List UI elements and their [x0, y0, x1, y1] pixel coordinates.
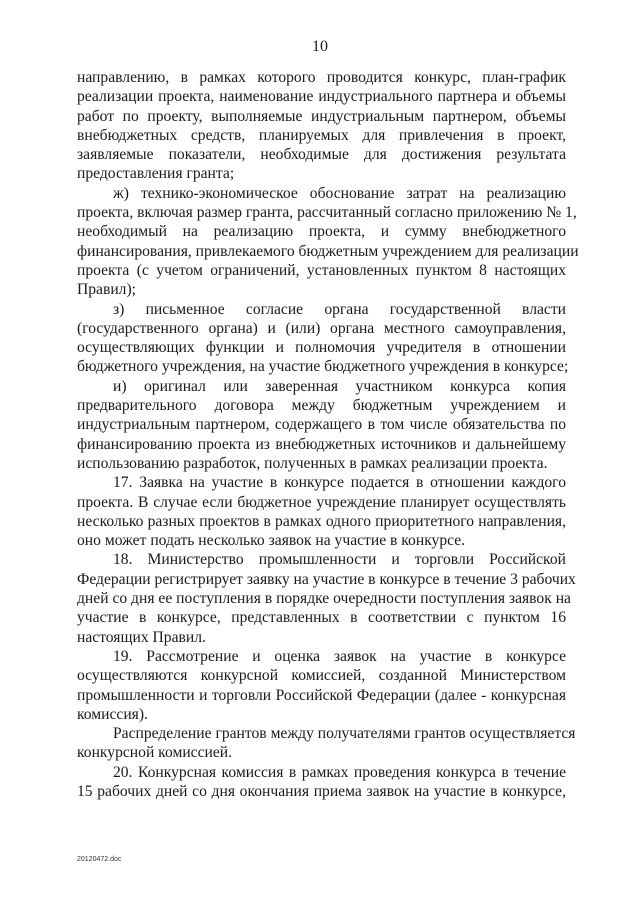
footer-file-name: 20120472.doc	[77, 856, 122, 863]
text-line: заявляемые показатели, необходимые для достижения результата	[77, 146, 566, 164]
text-line: предоставления гранта;	[77, 165, 235, 183]
paragraph-clause-17	[77, 473, 566, 550]
paragraph-item-z	[77, 300, 569, 377]
paragraph-grant-distribution	[77, 724, 576, 763]
text-line: оно может подать несколько заявок на участие в конкурсе.	[77, 532, 466, 550]
text-line: несколько разных проектов в рамках одного приоритетного направления,	[77, 512, 566, 530]
text-line: внебюджетных средств, планируемых для привлечения в проект,	[77, 126, 566, 144]
paragraph-item-zh	[77, 184, 579, 300]
text-line: бюджетного учреждения, на участие бюджетного учреждения в конкурсе;	[77, 358, 569, 376]
text-line: 20. Конкурсная комиссия в рамках проведения конкурса в течение	[113, 763, 566, 781]
text-line: дней со дня ее поступления в порядке очередности поступления заявок на	[77, 590, 571, 608]
text-line: проекта (с учетом ограничений, установленных пунктом 8 настоящих	[77, 261, 566, 279]
text-line: Правил);	[77, 281, 136, 299]
text-line: конкурсной комиссией.	[77, 744, 233, 762]
text-line: необходимый на реализацию проекта, и сумму внебюджетного	[77, 223, 566, 241]
text-line: участие в конкурсе, представленных в соответствии с пунктом 16	[77, 609, 566, 627]
paragraph-clause-18	[77, 550, 576, 646]
text-line: направлению, в рамках которого проводится конкурс, план-график	[77, 69, 566, 86]
document-body	[77, 68, 579, 801]
text-line: осуществляются конкурсной комиссией, созданной Министерством	[77, 667, 566, 685]
text-line: 17. Заявка на участие в конкурсе подается в отношении каждого	[113, 474, 566, 492]
text-line: индустриальным партнером, содержащего в том числе обязательства по	[77, 416, 566, 434]
text-line: использованию разработок, полученных в рамках реализации проекта.	[77, 454, 548, 472]
text-line: и) оригинал или заверенная участником конкурса копия	[113, 377, 566, 395]
text-line: проекта, включая размер гранта, рассчитанный согласно приложению № 1,	[77, 204, 577, 222]
text-line: промышленности и торговли Российской Федерации (далее - конкурсная	[77, 686, 566, 704]
text-line: финансирования, привлекаемого бюджетным учреждением для реализации	[77, 242, 579, 260]
text-line: 15 рабочих дней со дня окончания приема заявок на участие в конкурсе,	[77, 782, 566, 800]
text-line: 19. Рассмотрение и оценка заявок на участие в конкурсе	[113, 647, 566, 665]
text-line: осуществляющих функции и полномочия учредителя в отношении	[77, 339, 566, 357]
text-line: комиссия).	[77, 705, 148, 723]
text-line: настоящих Правил.	[77, 628, 206, 646]
text-line: проекта. В случае если бюджетное учреждение планирует осуществлять	[77, 493, 566, 511]
text-line: предварительного договора между бюджетным учреждением и	[77, 397, 566, 415]
paragraph-clause-20	[77, 763, 566, 802]
text-line: Федерации регистрирует заявку на участие в конкурсе в течение 3 рабочих	[77, 570, 576, 588]
text-line: 18. Министерство промышленности и торговли Российской	[113, 551, 566, 569]
page-number: 10	[312, 38, 328, 55]
text-line: з) письменное согласие органа государственной власти	[113, 300, 566, 318]
text-line: Распределение грантов между получателями грантов осуществляется	[113, 725, 576, 743]
text-line: работ по проекту, выполняемые индустриальным партнером, объемы	[77, 107, 566, 125]
text-line: ж) технико-экономическое обоснование затрат на реализацию	[113, 184, 566, 202]
text-line: реализации проекта, наименование индустриального партнера и объемы	[77, 88, 566, 106]
paragraph-item-i	[77, 377, 566, 473]
paragraph-continuation	[77, 68, 566, 184]
text-line: финансированию проекта из внебюджетных источников и дальнейшему	[77, 435, 566, 453]
text-line: (государственного органа) и (или) органа местного самоуправления,	[77, 319, 566, 337]
paragraph-clause-19	[77, 647, 566, 724]
